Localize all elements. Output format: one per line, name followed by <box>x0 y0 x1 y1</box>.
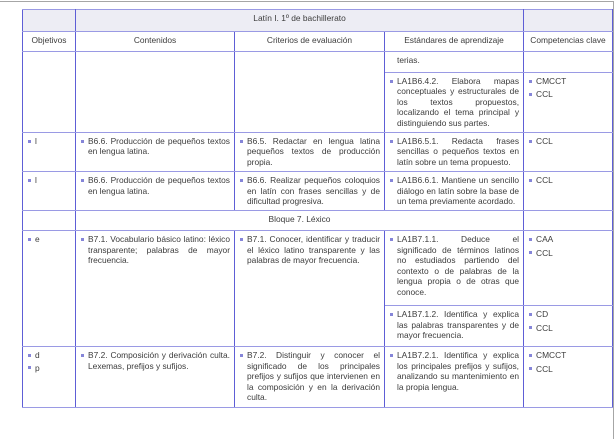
bullet-icon <box>529 251 532 254</box>
cell-contenidos <box>76 52 235 133</box>
bullet-icon <box>390 238 393 241</box>
cell-estandar <box>385 231 524 306</box>
column-header-objetivos: Objetivos <box>23 32 76 52</box>
cell-estandar <box>385 347 524 407</box>
list-item <box>389 175 519 206</box>
table-row <box>23 172 613 211</box>
cell-competencias <box>524 231 613 306</box>
empty-cell <box>524 10 613 32</box>
list-item <box>80 234 230 265</box>
bullet-icon <box>529 140 532 143</box>
bullet-icon <box>390 313 393 316</box>
bullet-icon <box>390 140 393 143</box>
contenido-text: B7.2. Composición y derivación culta. Lexemas, prefijos y sufijos. <box>88 350 230 371</box>
estandar-text: LA1B7.1.2. Identifica y explica las palabras transparentes y de mayor frecuencia. <box>397 309 520 341</box>
bullet-icon <box>529 179 532 182</box>
cell-criterios <box>235 231 385 347</box>
cell-estandar <box>385 52 524 73</box>
list-item <box>528 350 608 360</box>
bullet-icon <box>390 179 393 182</box>
list-item <box>80 350 230 371</box>
bullet-icon <box>529 367 532 370</box>
cell-competencias <box>524 172 613 211</box>
competencia-label: CAA <box>536 234 554 245</box>
cell-estandar <box>385 73 524 133</box>
bullet-icon <box>529 80 532 83</box>
page-edge-right <box>613 1 614 439</box>
list-item <box>239 175 380 206</box>
bloque-title-row <box>23 211 613 231</box>
competencia-label: CMCCT <box>536 350 567 361</box>
competencia-label: CCL <box>536 322 553 333</box>
list-item <box>389 234 519 296</box>
bullet-icon <box>529 93 532 96</box>
column-header-estandares: Estándares de aprendizaje <box>385 32 524 52</box>
bullet-icon <box>529 238 532 241</box>
list-item <box>27 175 71 185</box>
estandar-text: LA1B7.1.1. Deduce el significado de términos latinos no estudiados partiendo del contexto o de palabras de la lengua propia o de otras que conoce. <box>397 234 520 297</box>
criterio-text: B7.2. Distinguir y conocer el significado de los principales prefijos y sufijos que intervienen en la composición y en la derivación culta. <box>247 350 380 403</box>
list-item <box>389 76 519 128</box>
criterio-text: B7.1. Conocer, identificar y traducir el léxico latino transparente y las palabras de mayor frecuencia. <box>247 234 380 266</box>
list-item <box>528 309 608 319</box>
cell-objetivos <box>23 347 76 407</box>
bullet-icon <box>240 179 243 182</box>
criterio-text: B6.6. Realizar pequeños coloquios en latín con frases sencillas y de dificultad progresiva. <box>247 175 380 207</box>
cell-objetivos <box>23 52 76 133</box>
bullet-icon <box>81 140 84 143</box>
bullet-icon <box>28 354 31 357</box>
cell-competencias <box>524 306 613 347</box>
empty-cell <box>23 10 76 32</box>
cell-contenidos <box>76 133 235 172</box>
competencia-label: CCL <box>536 89 553 100</box>
page-edge-top <box>0 1 614 2</box>
list-item <box>389 350 519 392</box>
cell-contenidos <box>76 231 235 347</box>
estandar-text-tail: terias. <box>397 55 420 65</box>
cell-criterios <box>235 133 385 172</box>
bullet-icon <box>81 238 84 241</box>
competencia-label: CD <box>536 309 549 320</box>
cell-competencias <box>524 52 613 73</box>
empty-cell <box>23 211 76 231</box>
list-item <box>27 136 71 146</box>
list-item <box>528 89 608 99</box>
bullet-icon <box>390 80 393 83</box>
list-item <box>528 248 608 258</box>
competencia-label: CCL <box>536 175 553 186</box>
cell-objetivos <box>23 133 76 172</box>
list-item <box>389 309 519 340</box>
cell-competencias <box>524 347 613 407</box>
cell-criterios <box>235 172 385 211</box>
objetivo-letter: l <box>35 136 37 147</box>
list-item <box>239 350 380 402</box>
bullet-icon <box>81 354 84 357</box>
list-item <box>27 363 71 373</box>
estandar-text: LA1B6.6.1. Mantiene un sencillo diálogo en latín sobre la base de un tema previamente acordado. <box>397 175 520 207</box>
list-item <box>239 136 380 167</box>
bullet-icon <box>240 140 243 143</box>
list-item <box>239 234 380 265</box>
bullet-icon <box>28 179 31 182</box>
cell-objetivos <box>23 172 76 211</box>
empty-cell <box>524 211 613 231</box>
bullet-icon <box>390 354 393 357</box>
cell-estandar <box>385 133 524 172</box>
contenido-text: B7.1. Vocabulario básico latino: léxico transparente; palabras de mayor frecuencia. <box>88 234 230 266</box>
cell-contenidos <box>76 347 235 407</box>
competencia-label: CCL <box>536 363 553 374</box>
contenido-text: B6.6. Producción de pequeños textos en lengua latina. <box>88 175 230 196</box>
competencia-label: CMCCT <box>536 76 567 86</box>
list-item <box>389 136 519 167</box>
list-item <box>528 323 608 333</box>
estandar-text: LA1B7.2.1. Identifica y explica los principales prefijos y sufijos, analizando su mantenimiento en la propia lengua. <box>397 350 520 392</box>
table-row <box>23 133 613 172</box>
cell-competencias <box>524 73 613 133</box>
table-row <box>23 231 613 306</box>
bullet-icon <box>28 366 31 369</box>
bullet-icon <box>529 326 532 329</box>
estandar-text: LA1B6.4.2. Elabora mapas conceptuales y estructurales de los textos propuestos, localizando el tema principal y distinguiendo sus partes. <box>397 76 520 128</box>
bullet-icon <box>529 313 532 316</box>
list-item <box>528 364 608 374</box>
objetivo-letter: p <box>35 362 40 373</box>
bullet-icon <box>240 238 243 241</box>
table-row <box>23 52 613 73</box>
contenido-text: B6.6. Producción de pequeños textos en lengua latina. <box>88 136 230 157</box>
objetivo-letter: l <box>35 175 37 186</box>
cell-contenidos <box>76 172 235 211</box>
cell-competencias <box>524 133 613 172</box>
table-title-row <box>23 10 613 32</box>
estandar-text: LA1B6.5.1. Redacta frases sencillas o pequeños textos en latín sobre un tema propuesto. <box>397 136 520 167</box>
column-header-criterios: Criterios de evaluación <box>235 32 385 52</box>
cell-criterios <box>235 52 385 133</box>
list-item <box>528 136 608 146</box>
bullet-icon <box>529 354 532 357</box>
bullet-icon <box>240 354 243 357</box>
bullet-icon <box>28 140 31 143</box>
list-item <box>80 175 230 196</box>
list-item <box>528 76 608 86</box>
cell-estandar <box>385 172 524 211</box>
competencia-label: CCL <box>536 247 553 258</box>
bloque-title: Bloque 7. Léxico <box>76 211 524 231</box>
list-item <box>528 175 608 185</box>
cell-estandar <box>385 306 524 347</box>
table-row <box>23 347 613 407</box>
objetivo-letter: d <box>35 350 40 361</box>
column-header-contenidos: Contenidos <box>76 32 235 52</box>
list-item <box>80 136 230 157</box>
table-title: Latín I. 1º de bachillerato <box>76 10 524 32</box>
list-item <box>528 234 608 244</box>
bullet-icon <box>81 179 84 182</box>
list-item <box>27 234 71 244</box>
objetivo-letter: e <box>35 234 40 245</box>
column-header-row <box>23 32 613 52</box>
competencia-label: CCL <box>536 136 553 147</box>
column-header-competencias: Competencias clave <box>524 32 613 52</box>
curriculum-table <box>22 9 613 408</box>
cell-objetivos <box>23 231 76 347</box>
cell-criterios <box>235 347 385 407</box>
bullet-icon <box>28 238 31 241</box>
criterio-text: B6.5. Redactar en lengua latina pequeños textos de producción propia. <box>247 136 380 167</box>
list-item <box>27 350 71 360</box>
